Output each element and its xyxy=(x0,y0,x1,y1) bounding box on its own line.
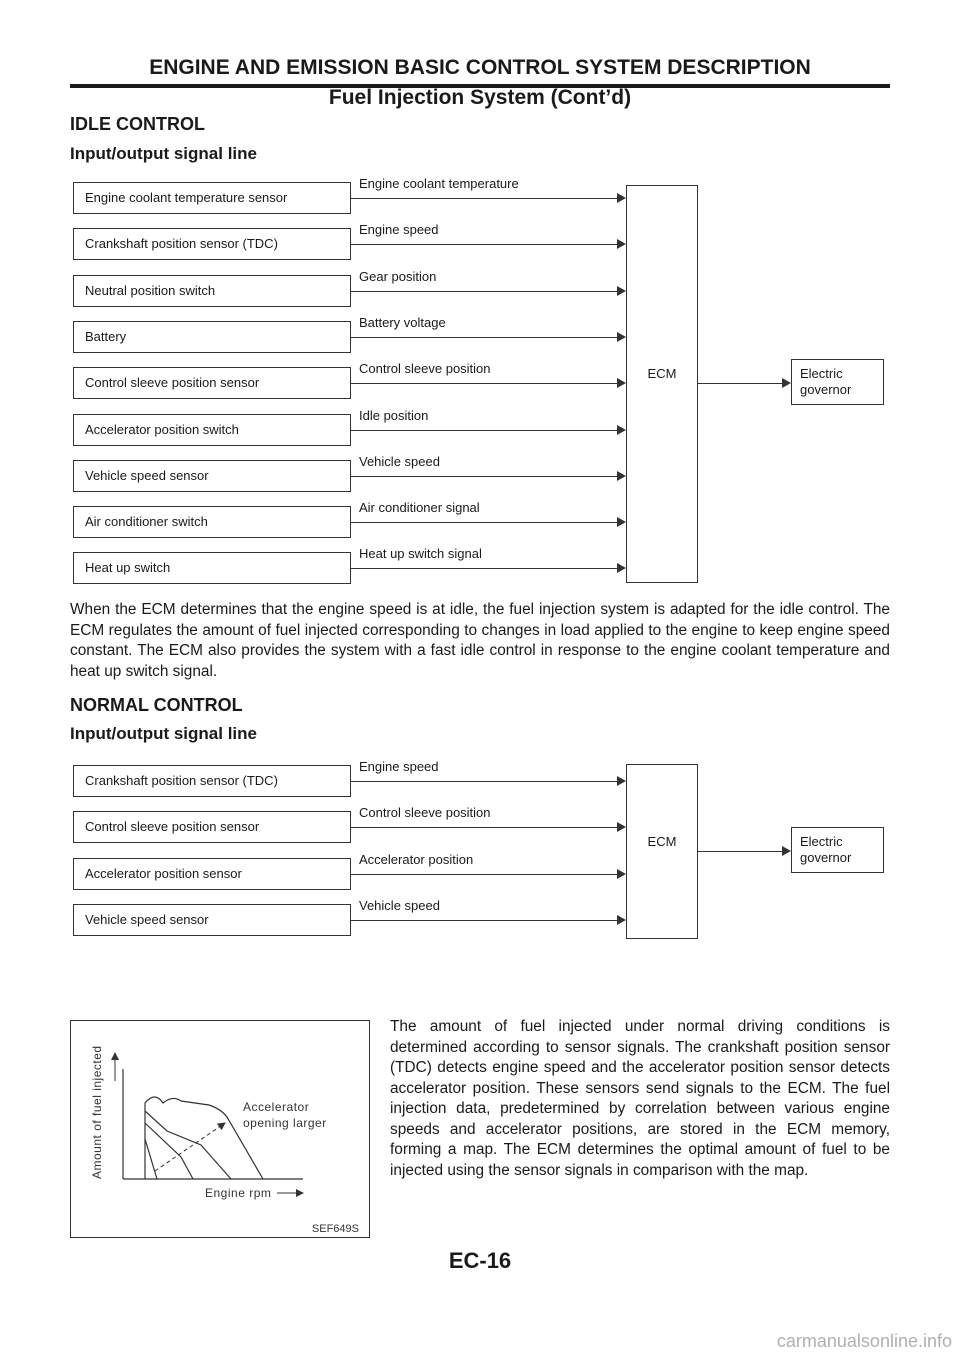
watermark: carmanualsonline.info xyxy=(776,1331,952,1351)
idle-control-heading: IDLE CONTROL xyxy=(70,114,205,134)
signal-line xyxy=(351,522,617,523)
page-header-title: ENGINE AND EMISSION BASIC CONTROL SYSTEM DESCRIPTION xyxy=(149,56,811,79)
output-line xyxy=(698,383,783,384)
fuel-map-figure xyxy=(70,1020,370,1238)
signal-label: Engine speed xyxy=(359,759,439,774)
normal-control-heading: NORMAL CONTROL xyxy=(70,695,243,715)
annotation-line-2: opening larger xyxy=(243,1116,327,1130)
signal-label: Control sleeve position xyxy=(359,805,491,821)
signal-label: Accelerator position xyxy=(359,851,474,867)
signal-arrow-icon xyxy=(617,286,626,296)
page-number: EC-16 xyxy=(448,1248,512,1273)
signal-line xyxy=(351,476,617,477)
signal-line xyxy=(351,781,617,782)
signal-arrow-icon xyxy=(617,563,626,573)
input-sensor-box: Accelerator position switch xyxy=(73,414,351,446)
signal-arrow-icon xyxy=(617,869,626,879)
input-sensor-box: Engine coolant temperature sensor xyxy=(73,182,351,214)
signal-line xyxy=(351,874,617,875)
signal-label: Vehicle speed xyxy=(359,453,440,469)
signal-label: Gear position xyxy=(359,268,437,284)
annotation-line-1: Accelerator xyxy=(243,1100,310,1114)
governor-label-line: Electric xyxy=(800,366,843,381)
signal-label: Idle position xyxy=(359,407,429,423)
signal-line xyxy=(351,198,617,199)
input-sensor-box: Vehicle speed sensor xyxy=(73,904,351,936)
governor-label-line: Electric xyxy=(800,834,843,849)
signal-arrow-icon xyxy=(617,378,626,388)
signal-line xyxy=(351,430,617,431)
idle-control-paragraph: When the ECM determines that the engine speed is at idle, the fuel injection system is adapted for the idle control. The ECM regulates the amount of fuel injected corresponding to changes in load applied to the engine to keep engine speed constant. The ECM also provides the system with a fast idle control in response to the engine coolant temperature and heat up switch signal. xyxy=(70,601,890,680)
input-sensor-box: Crankshaft position sensor (TDC) xyxy=(73,228,351,260)
input-sensor-box: Vehicle speed sensor xyxy=(73,460,351,492)
input-sensor-box: Air conditioner switch xyxy=(73,506,351,538)
output-arrow-icon xyxy=(782,378,791,388)
electric-governor-box xyxy=(791,827,884,873)
output-arrow-icon xyxy=(782,846,791,856)
normal-signal-line-heading: Input/output signal line xyxy=(70,724,257,743)
signal-arrow-icon xyxy=(617,915,626,925)
input-sensor-box: Heat up switch xyxy=(73,552,351,584)
signal-label: Heat up switch signal xyxy=(359,546,482,562)
signal-line xyxy=(351,244,617,245)
signal-line xyxy=(351,568,617,569)
signal-line xyxy=(351,337,617,338)
signal-label: Engine coolant temperature xyxy=(359,176,519,191)
normal-control-paragraph: The amount of fuel injected under normal driving conditions is determined according to sensor signals. The crankshaft position sensor (TDC) detects engine speed and the accelerator position sensor detects accelerator position. These sensors send signals to the ECM. The fuel injection data, predetermined by correlation between various engine speeds and accelerator positions, are stored in the ECM memory, forming a map. The ECM determines the optimal amount of fuel to be injected using the sensor signals in comparison with the map. xyxy=(390,1018,890,1179)
signal-arrow-icon xyxy=(617,471,626,481)
fuel-map-graph xyxy=(71,1021,369,1237)
signal-arrow-icon xyxy=(617,776,626,786)
signal-arrow-icon xyxy=(617,425,626,435)
input-sensor-box: Control sleeve position sensor xyxy=(73,811,351,843)
y-axis-label: Amount of fuel injected xyxy=(90,1045,104,1179)
signal-arrow-icon xyxy=(617,332,626,342)
signal-line xyxy=(351,291,617,292)
signal-arrow-icon xyxy=(617,239,626,249)
ecm-box xyxy=(626,764,698,939)
signal-line xyxy=(351,827,617,828)
figure-code: SEF649S xyxy=(311,1223,359,1235)
input-sensor-box: Control sleeve position sensor xyxy=(73,367,351,399)
signal-arrow-icon xyxy=(617,193,626,203)
ecm-label: ECM xyxy=(647,834,677,849)
governor-label-line: governor xyxy=(800,850,852,865)
input-sensor-box: Battery xyxy=(73,321,351,353)
signal-label: Control sleeve position xyxy=(359,361,491,377)
ecm-label: ECM xyxy=(647,366,677,381)
page-header-subtitle: Fuel Injection System (Cont’d) xyxy=(328,86,632,109)
input-sensor-box: Neutral position switch xyxy=(73,275,351,307)
input-sensor-box: Accelerator position sensor xyxy=(73,858,351,890)
output-line xyxy=(698,851,783,852)
idle-signal-line-heading: Input/output signal line xyxy=(70,144,257,163)
governor-label-line: governor xyxy=(800,382,852,397)
signal-arrow-icon xyxy=(617,822,626,832)
curve-idle xyxy=(145,1139,157,1179)
ecm-box xyxy=(626,185,698,583)
electric-governor-box xyxy=(791,359,884,405)
signal-line xyxy=(351,920,617,921)
signal-arrow-icon xyxy=(617,517,626,527)
x-axis-label: Engine rpm xyxy=(205,1186,272,1200)
signal-line xyxy=(351,383,617,384)
signal-label: Air conditioner signal xyxy=(359,500,480,516)
input-sensor-box: Crankshaft position sensor (TDC) xyxy=(73,765,351,797)
signal-label: Battery voltage xyxy=(359,314,446,330)
signal-label: Vehicle speed xyxy=(359,897,440,913)
signal-label: Engine speed xyxy=(359,222,439,238)
